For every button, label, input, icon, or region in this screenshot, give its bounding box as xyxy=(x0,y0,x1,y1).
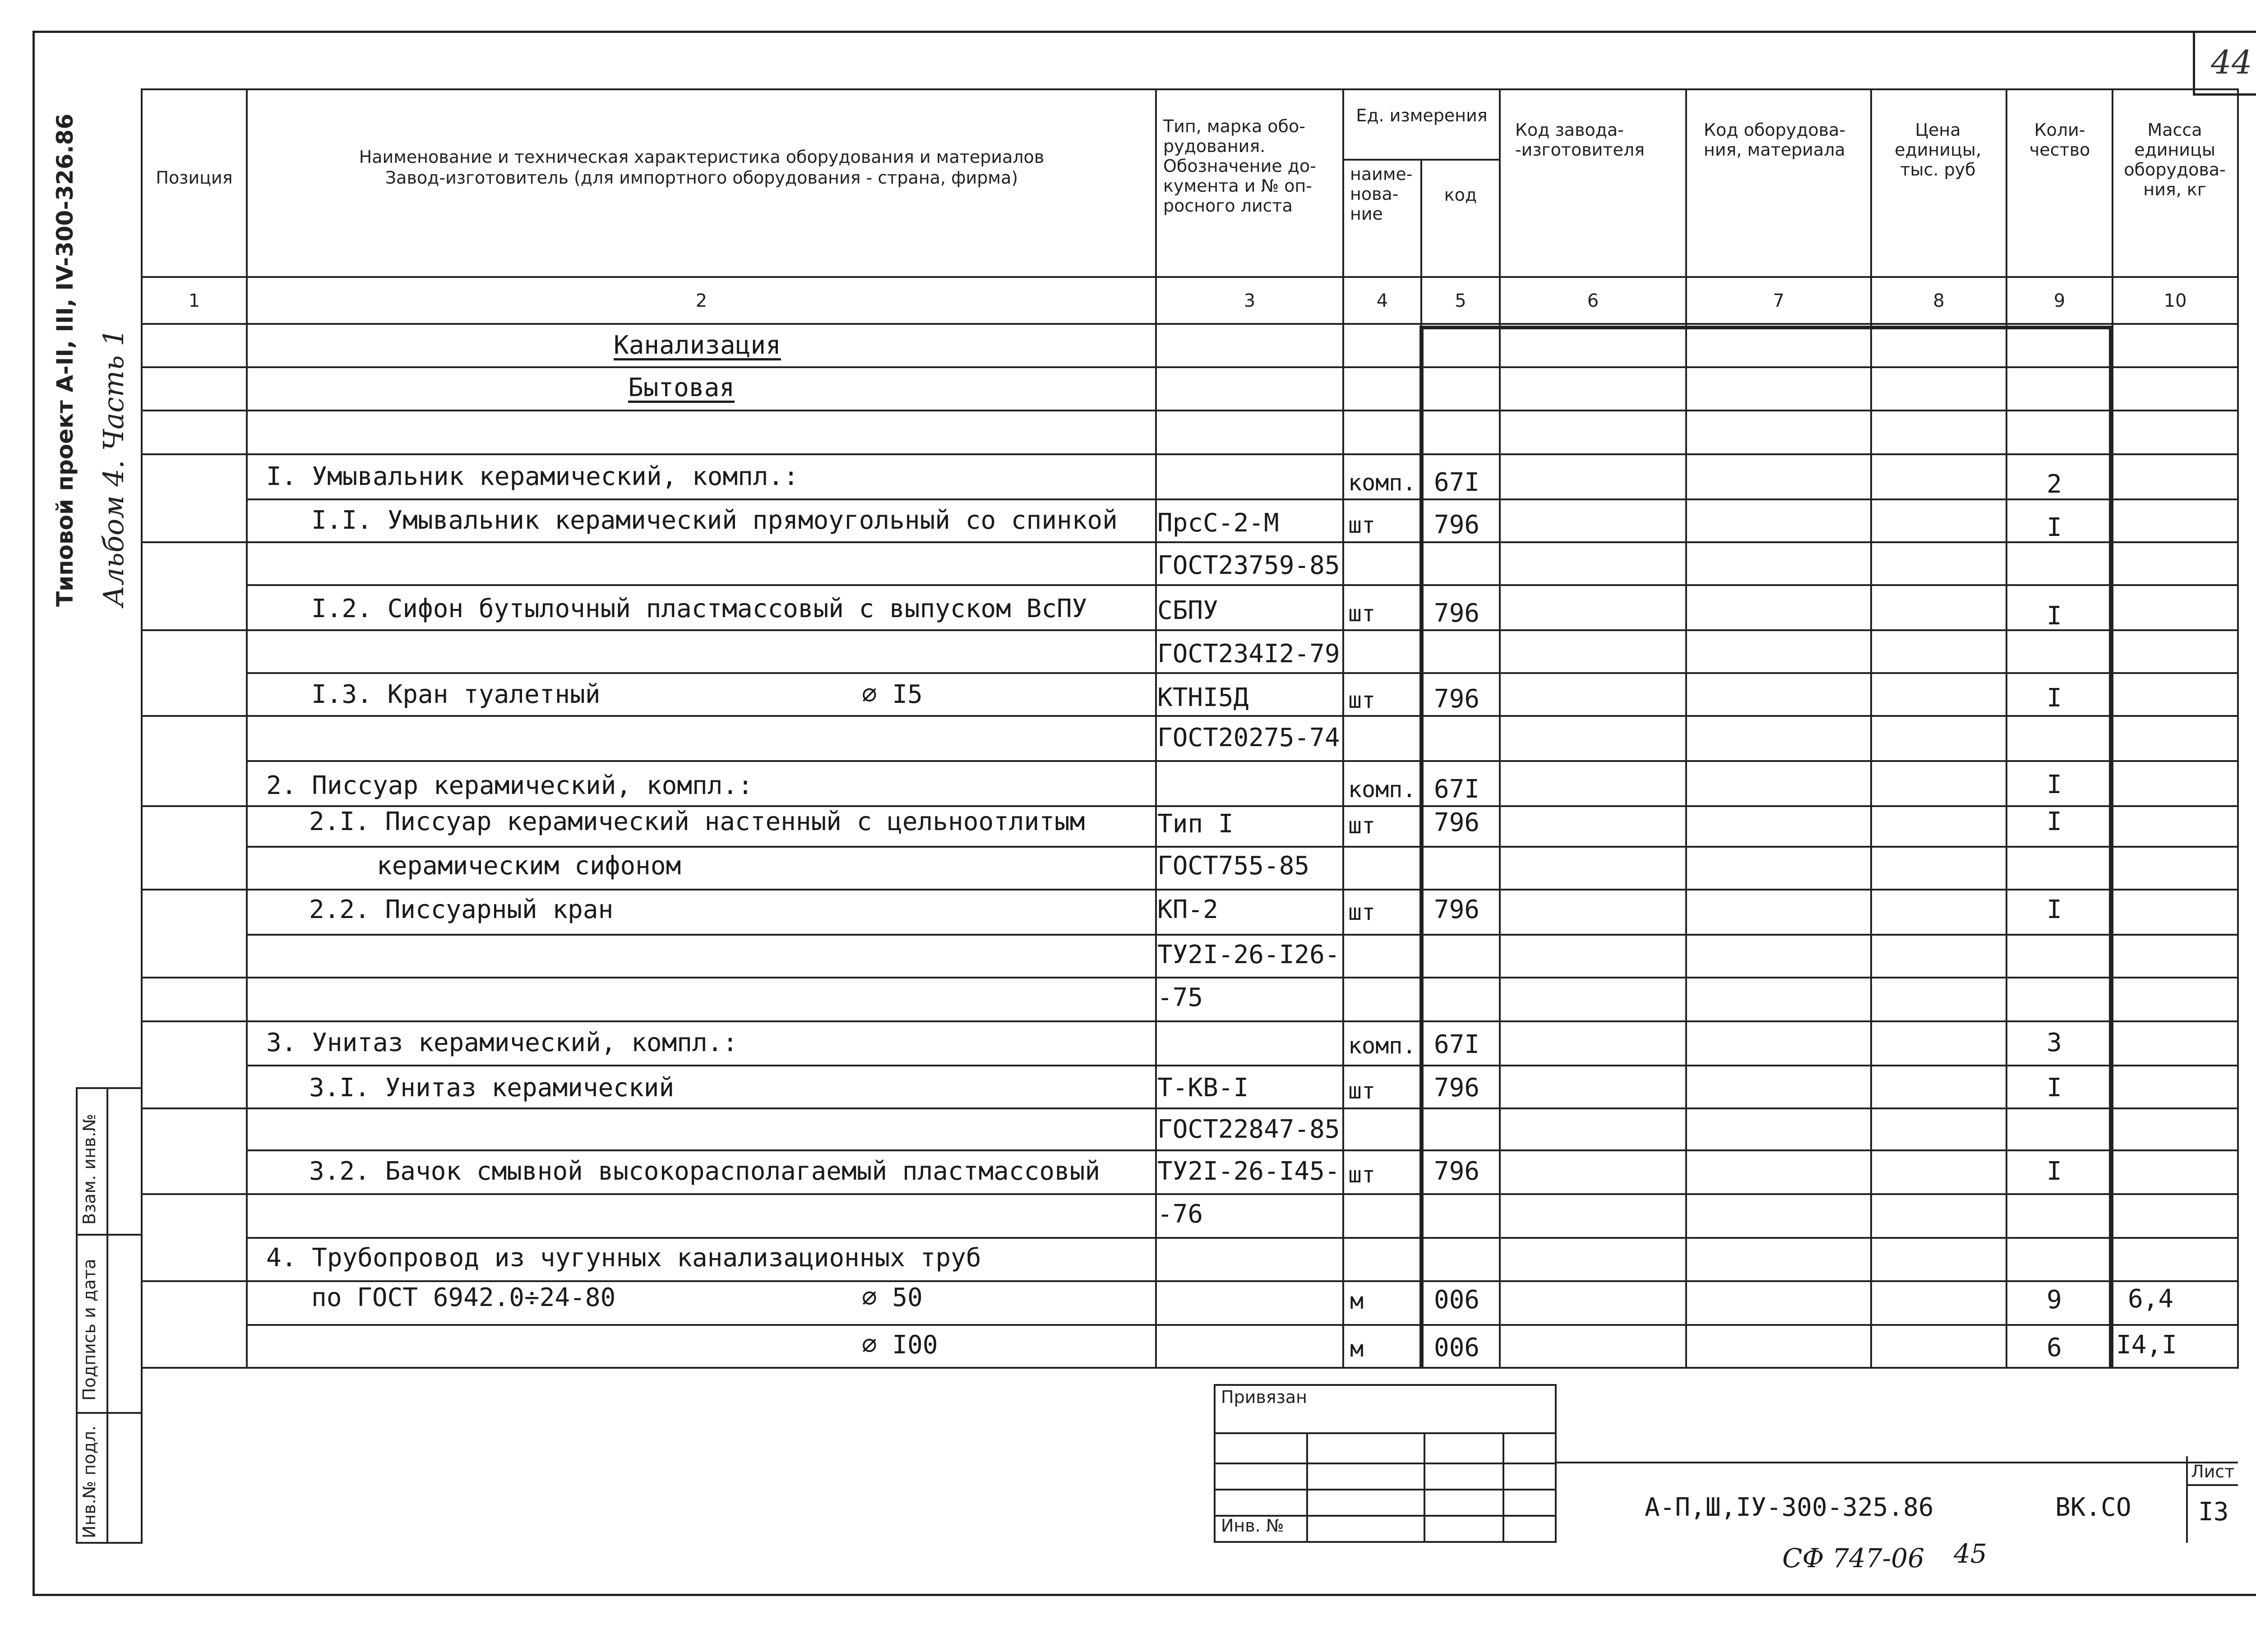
row-unit: шт xyxy=(1348,812,1376,839)
row-qty: I xyxy=(2047,895,2062,924)
header-mass: Масса единицы оборудова- ния, кг xyxy=(2124,120,2226,199)
col-num-5: 5 xyxy=(1455,291,1466,311)
header-unit-name: наиме- нова- ние xyxy=(1350,164,1413,224)
inv-no-label: Инв. № xyxy=(1221,1516,1284,1536)
row-type: Тип I xyxy=(1157,809,1234,839)
row-unit: шт xyxy=(1348,1078,1376,1104)
row-name: 4. Трубопровод из чугунных канализационных труб xyxy=(266,1243,981,1273)
row-name: 2. Писсуар керамический, компл.: xyxy=(266,771,753,800)
corner-sheet-number: 44 xyxy=(2211,43,2252,81)
document-code: ВК.СО xyxy=(2055,1493,2131,1522)
row-qty: I xyxy=(2047,513,2062,542)
side-project-text: Типовой проект А-II, III, IV-300-326.86 xyxy=(52,113,78,607)
row-unit: комп. xyxy=(1348,776,1416,803)
row-type: ТУ2I-26-I45- xyxy=(1157,1157,1340,1186)
col-num-10: 10 xyxy=(2164,291,2187,311)
row-mass: 6,4 xyxy=(2128,1284,2174,1314)
row-code: 67I xyxy=(1434,775,1480,804)
row-qty: 9 xyxy=(2047,1285,2062,1315)
footer-ref-handwritten: СФ 747-06 xyxy=(1782,1543,1925,1574)
header-unit-code: код xyxy=(1444,185,1477,205)
row-unit: шт xyxy=(1348,600,1376,627)
header-name-line2: Завод-изготовитель (для импортного оборудования - страна, фирма) xyxy=(385,168,1018,188)
row-type: Т-КВ-I xyxy=(1157,1073,1249,1103)
row-qty: I xyxy=(2047,770,2062,799)
row-code: 796 xyxy=(1434,808,1480,837)
header-unit: Ед. измерения xyxy=(1356,106,1488,125)
row-code: 796 xyxy=(1434,1157,1480,1186)
row-type: ГОСТ22847-85 xyxy=(1157,1115,1340,1144)
row-code: 796 xyxy=(1434,510,1480,540)
row-qty: 3 xyxy=(2047,1028,2062,1057)
row-name: 3.I. Унитаз керамический xyxy=(309,1073,675,1103)
row-type: ПрсС-2-М xyxy=(1157,508,1279,538)
row-type: ГОСТ755-85 xyxy=(1157,851,1310,881)
row-qty: I xyxy=(2047,807,2062,836)
row-name: I.I. Умывальник керамический прямоугольный со спинкой xyxy=(311,506,1118,535)
col-num-3: 3 xyxy=(1244,291,1256,311)
col-num-6: 6 xyxy=(1587,291,1599,311)
row-type: ГОСТ20275-74 xyxy=(1157,723,1340,752)
side-album-text: Альбом 4. Часть 1 xyxy=(97,328,130,607)
row-name: I.2. Сифон бутылочный пластмассовый с выпуском ВсПУ xyxy=(311,594,1087,623)
row-unit: м xyxy=(1350,1288,1364,1314)
row-name: I. Умывальник керамический, компл.: xyxy=(266,462,799,491)
row-code: 796 xyxy=(1434,1073,1480,1103)
col-num-1: 1 xyxy=(188,291,200,311)
row-qty: I xyxy=(2047,1157,2062,1186)
row-qty: I xyxy=(2047,601,2062,631)
row-unit: м xyxy=(1350,1336,1364,1362)
sheet-number: I3 xyxy=(2198,1497,2229,1527)
row-type: КП-2 xyxy=(1157,895,1218,924)
side-podpis-data: Подпись и дата xyxy=(79,1259,99,1401)
row-name: 3.2. Бачок смывной высокорасполагаемый пластмассовый xyxy=(309,1157,1100,1186)
row-name: 2.I. Писсуар керамический настенный с цельноотлитым xyxy=(309,807,1085,836)
row-qty: I xyxy=(2047,683,2062,713)
header-price: Цена единицы, тыс. руб xyxy=(1895,120,1981,180)
row-code: 796 xyxy=(1434,599,1480,628)
col-num-8: 8 xyxy=(1933,291,1945,311)
row-name: 3. Унитаз керамический, компл.: xyxy=(266,1028,738,1057)
header-qty: Коли- чество xyxy=(2029,120,2090,160)
row-qty: 6 xyxy=(2047,1333,2062,1362)
row-type: ГОСТ23759-85 xyxy=(1157,551,1340,580)
row-code: 796 xyxy=(1434,684,1480,714)
row-qty: 2 xyxy=(2047,470,2062,499)
header-plant-code: Код завода- -изготовителя xyxy=(1515,120,1645,160)
section-title: Канализация xyxy=(614,331,781,360)
row-unit: комп. xyxy=(1348,470,1416,496)
sheet-label: Лист xyxy=(2191,1462,2235,1481)
row-type: КТНI5Д xyxy=(1157,683,1249,712)
row-diameter: ⌀ I5 xyxy=(862,680,923,709)
row-qty: I xyxy=(2047,1073,2062,1103)
row-code: 67I xyxy=(1434,1030,1480,1059)
row-unit: шт xyxy=(1348,1162,1376,1188)
col-num-2: 2 xyxy=(695,291,707,311)
row-diameter: ⌀ 50 xyxy=(862,1283,923,1312)
footer-num-handwritten: 45 xyxy=(1954,1538,1987,1569)
subsection-title: Бытовая xyxy=(628,373,735,402)
row-type: -76 xyxy=(1157,1200,1203,1229)
col-num-7: 7 xyxy=(1773,291,1784,311)
header-name-line1: Наименование и техническая характеристика оборудования и материалов xyxy=(359,147,1045,167)
row-diameter: ⌀ I00 xyxy=(862,1330,938,1360)
row-name: I.3. Кран туалетный xyxy=(311,680,601,709)
row-code: 796 xyxy=(1434,895,1480,924)
col-num-9: 9 xyxy=(2053,291,2066,311)
col-num-4: 4 xyxy=(1376,291,1388,311)
row-mass: I4,I xyxy=(2116,1330,2177,1360)
row-name: керамическим сифоном xyxy=(377,851,681,881)
row-type: -75 xyxy=(1157,983,1203,1012)
row-code: 67I xyxy=(1434,468,1480,497)
row-type: СБПУ xyxy=(1157,596,1218,625)
side-inv-podl: Инв.№ подл. xyxy=(79,1425,99,1538)
document-designation: А-П,Ш,IУ-300-325.86 xyxy=(1645,1493,1934,1522)
row-unit: шт xyxy=(1348,687,1376,713)
side-vzam-inv: Взам. инв.№ xyxy=(79,1114,99,1225)
row-type: ГОСТ234I2-79 xyxy=(1157,639,1340,669)
row-code: 006 xyxy=(1434,1285,1480,1315)
privyazan-label: Привязан xyxy=(1221,1387,1307,1407)
row-name: по ГОСТ 6942.0÷24-80 xyxy=(311,1283,616,1312)
row-code: 006 xyxy=(1434,1333,1480,1362)
header-type: Тип, марка обо- рудования. Обозначение до- кумента и № оп- росного листа xyxy=(1163,116,1316,216)
row-unit: шт xyxy=(1348,899,1376,925)
header-position: Позиция xyxy=(156,168,233,188)
row-name: 2.2. Писсуарный кран xyxy=(309,895,614,924)
row-type: ТУ2I-26-I26- xyxy=(1157,940,1340,969)
row-unit: комп. xyxy=(1348,1033,1416,1059)
header-equip-code: Код оборудова- ния, материала xyxy=(1704,120,1846,160)
row-unit: шт xyxy=(1348,512,1376,538)
